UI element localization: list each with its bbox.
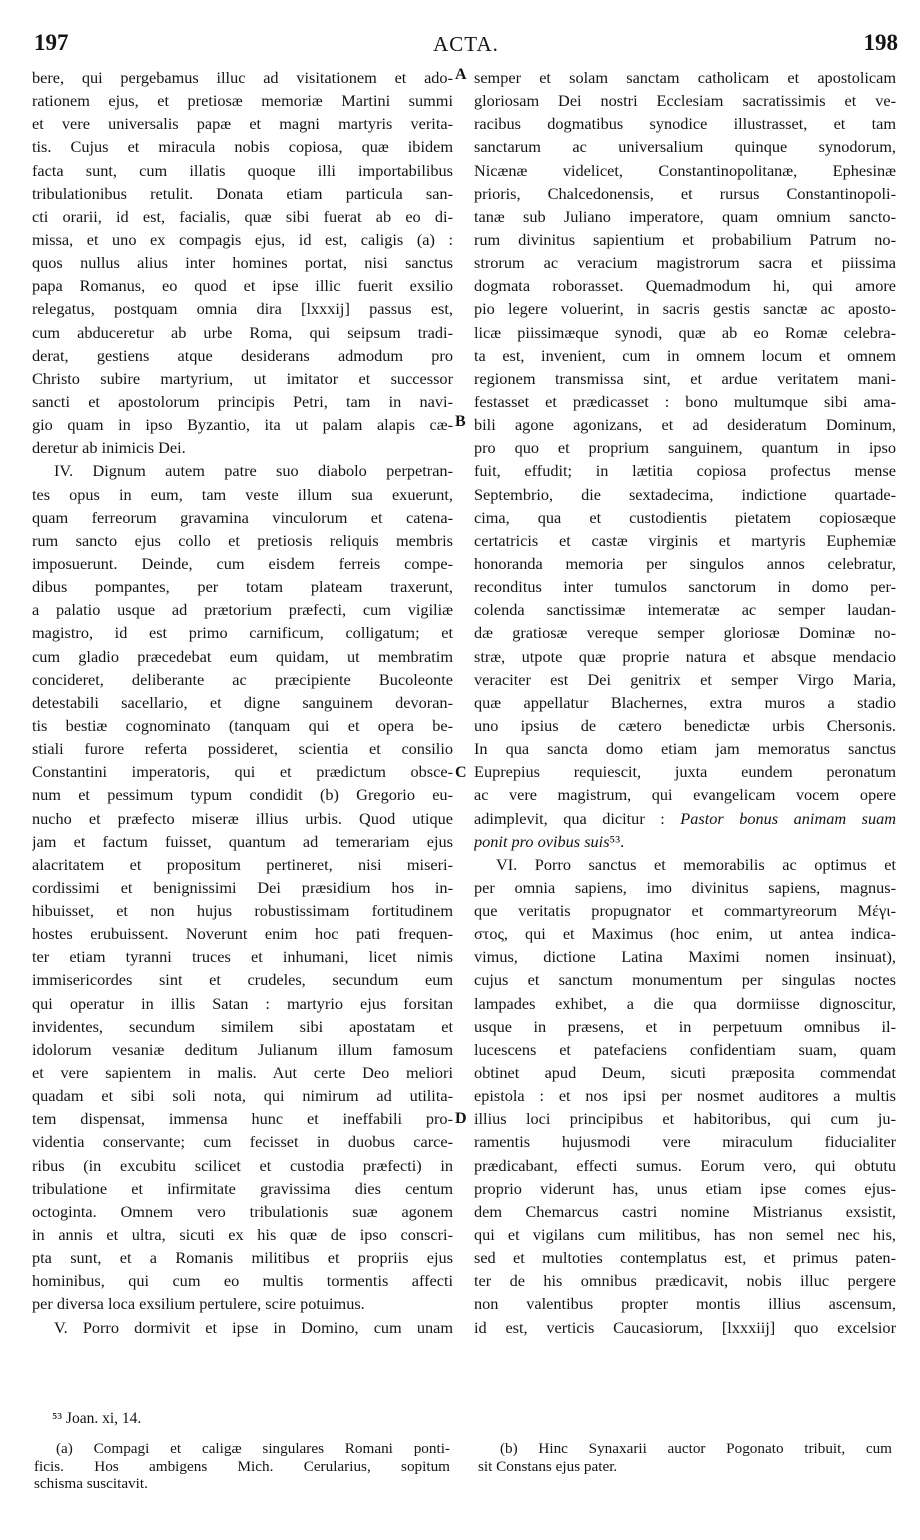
left-column-line: cti orarii, id est, facialis, quæ sibi fuerat ab eo di- xyxy=(32,206,453,226)
left-column-line: per diversa loca exsilium pertulere, scire potuimus. xyxy=(32,1294,365,1314)
left-column-line: tis bestiæ cognominato (tanquam qui et opera be- xyxy=(32,715,453,735)
right-column-line: fuit, effudit; in lætitia copiosa profectus mense xyxy=(474,461,896,481)
right-column-line: Septembrio, die sextadecima, indictione quartade- xyxy=(474,484,896,504)
left-column-line: ter etiam tyranni truces et inhumani, licet nimis xyxy=(32,947,453,967)
left-column-line: quadam et sibi soli nota, qui nimirum ad utilita- xyxy=(32,1086,453,1106)
right-column-line: racibus dogmatibus synodice illustrasset, et tam xyxy=(474,114,896,134)
right-column-line: VI. Porro sanctus et memorabilis ac optimus et xyxy=(496,854,896,874)
right-column-line: ter de his omnibus prædicavit, nobis illuc pergere xyxy=(474,1271,896,1291)
right-column-line: usque in præsens, et in perpetuum omnibus il- xyxy=(474,1016,896,1036)
left-column-line: rum sancto ejus collo et pretiosis reliquis membris xyxy=(32,530,453,550)
left-column-line: Christo subire martyrium, ut imitator et successor xyxy=(32,368,453,388)
right-column-line: lampades exhibet, a die qua dormiisse dignoscitur, xyxy=(474,993,896,1013)
footnote-a-line: ficis. Hos ambigens Mich. Cerularius, sopitum xyxy=(34,1457,450,1475)
right-column-line: honoranda memoria per singulos annos celebratur, xyxy=(474,553,896,573)
right-column-line: regionem transmissa sint, et ardue veritatem mani- xyxy=(474,368,896,388)
left-column-line: num et pessimum typum condidit (b) Gregorio eu- xyxy=(32,785,453,805)
right-column-line: festasset et prædicasset : bono multumque sibi ama- xyxy=(474,391,896,411)
right-column-line: illius loci principibus et habitoribus, qui cum ju- xyxy=(474,1109,896,1129)
right-column-line: rum divinitus sapientium et probabilium Patrum no- xyxy=(474,229,896,249)
right-column-line: quæ appellatur Blachernes, extra muros a stadio xyxy=(474,692,896,712)
left-column-line: hostes erubuissent. Noverunt enim hoc pati frequen- xyxy=(32,924,453,944)
left-column-line: jam et factum fuisset, quantum ad temerariam ejus xyxy=(32,831,453,851)
right-column-line: prioris, Chalcedonensis, et rursus Constantinopoli- xyxy=(474,183,896,203)
left-column-line: nucho et præfecto miseræ illius urbis. Quod utique xyxy=(32,808,453,828)
right-column-line: strorum ac veracium magistrorum sacra et piissima xyxy=(474,253,896,273)
right-column-line: semper et solam sanctam catholicam et apostolicam xyxy=(474,68,896,87)
right-column-line: bili agone agonizans, et ad desideratum Dominum, xyxy=(474,415,896,435)
running-title: ACTA. xyxy=(433,32,499,56)
left-column-line: tribulatione et infirmitate gravissima dies centum xyxy=(32,1178,453,1198)
right-column-line: ponit pro ovibus suis⁵³. xyxy=(474,831,625,851)
right-column-line: Euprepius requiescit, juxta eundem peronatum xyxy=(474,762,896,782)
left-column-line: alacritatem et propositum pertineret, nisi miseri- xyxy=(32,854,453,874)
left-column-line: dibus pompantes, per totam plateam traxerunt, xyxy=(32,577,453,597)
running-header xyxy=(34,30,898,60)
right-column-line: pio legere voluerint, in sacris gestis sanctæ ac aposto- xyxy=(474,299,896,319)
left-column-line: cum abduceretur ab urbe Roma, qui seipsum tradi- xyxy=(32,322,453,342)
right-column-line: proprio viderunt has, unus etiam ipse comes ejus- xyxy=(474,1178,896,1198)
footnote-b-line: (b) Hinc Synaxarii auctor Pogonato tribuit, cum xyxy=(500,1440,892,1457)
right-column-line: non valentibus propter montis illius ascensum, xyxy=(474,1294,896,1314)
right-column-line: certatricis et castæ virginis et martyris Euphemiæ xyxy=(474,530,896,550)
right-column-line: stræ, utpote quæ proprie natura et absque mendacio xyxy=(474,646,896,666)
left-column-line: pta sunt, et a Romanis militibus et propriis ejus xyxy=(32,1248,453,1268)
page-number-right: 198 xyxy=(863,30,898,55)
right-column-line: dem Chemarcus castri nomine Mistrianus exsistit, xyxy=(474,1201,896,1221)
right-column-line: In qua sancta domo etiam jam memoratus sanctus xyxy=(474,739,896,759)
margin-letter-d: D xyxy=(455,1110,467,1127)
left-text-column xyxy=(32,66,453,1339)
right-text-column xyxy=(474,66,896,1339)
left-column-line: ribus (in excubitu scilicet et custodia præfecti) in xyxy=(32,1155,453,1175)
left-column-line: tis. Cujus et miracula nobis copiosa, quæ ibidem xyxy=(32,137,453,157)
left-column-line: idolorum vesaniæ deditum Julianum illum famosum xyxy=(32,1039,453,1059)
left-column-line: cum gladio præcedebat eum quidam, ut membratim xyxy=(32,646,453,666)
right-column-line: tanæ sub Juliano imperatore, quam omnium sancto- xyxy=(474,206,896,226)
left-column-line: V. Porro dormivit et ipse in Domino, cum unam xyxy=(54,1317,453,1337)
right-column-line: dogmata roborasset. Quemadmodum hi, qui amore xyxy=(474,276,896,296)
left-column-line: quam ferreorum gravamina vinculorum et catena- xyxy=(32,507,453,527)
left-column-line: tem dispensat, immensa hunc et ineffabili pro- xyxy=(32,1109,453,1129)
left-column-line: stiali furore referta possideret, scientia et consilio xyxy=(32,739,453,759)
left-column-line: in annis et ultra, sicuti ex his quæ de ipso conscri- xyxy=(32,1225,453,1245)
footnote-reference: ⁵³ Joan. xi, 14. xyxy=(52,1410,142,1427)
left-column-line: videntia conservante; cum fecisset in duobus carce- xyxy=(32,1132,453,1152)
left-column-line: deretur ab inimicis Dei. xyxy=(32,438,186,458)
right-column-line: ta est, invenient, cum in omnem locum et omnem xyxy=(474,345,896,365)
left-column-line: Constantini imperatoris, qui et prædictum obsce- xyxy=(32,762,453,782)
scripture-quote: Pastor bonus animam suam xyxy=(680,808,896,828)
left-column-line: tribulationibus retulit. Donata etiam particula san- xyxy=(32,183,453,203)
right-column-line: pro quo et proprium sanguinem, quantum in ipso xyxy=(474,438,896,458)
left-column-line: et vere sapientem in malis. Aut certe Deo meliori xyxy=(32,1063,453,1083)
page-number-left: 197 xyxy=(34,30,69,55)
left-column-line: concideret, deliberante ac præcipiente Bucoleonte xyxy=(32,669,453,689)
right-column-line: per omnia sapiens, imo divinitus sapiens, magnus- xyxy=(474,877,896,897)
right-column-line: ac vere magistrum, qui evangelicam vocem opere xyxy=(474,785,896,805)
left-column-line: hominibus, qui cum eo multis tormentis affecti xyxy=(32,1271,453,1291)
left-column-line: relegatus, postquam omnia dira [lxxxij] passus est, xyxy=(32,299,453,319)
right-column-line: que veritatis propugnator et commartyreorum Μέγι- xyxy=(474,901,896,921)
left-column-line: qui operatur in illis Satan : martyrio ejus forsitan xyxy=(32,993,453,1013)
right-column-line: epistola : et nos ipsi per nosmet auditores a multis xyxy=(474,1086,896,1106)
right-column-line: dæ gratiosæ vereque semper gloriosæ Dominæ no- xyxy=(474,623,896,643)
footnote-a-line: schisma suscitavit. xyxy=(34,1475,148,1493)
right-column-line: id est, verticis Caucasiorum, [lxxxiij] quo excelsior xyxy=(474,1317,896,1337)
right-column-line: veraciter est Dei genitrix et semper Virgo Maria, xyxy=(474,669,896,689)
right-column-line: prædicabant, effecti sumus. Eorum vero, qui obtutu xyxy=(474,1155,896,1175)
scripture-quote: ponit pro ovibus suis xyxy=(474,831,610,851)
left-column-line: facta sunt, cum illatis quoque illi importabilibus xyxy=(32,160,453,180)
right-column-line: στος, qui et Maximus (hoc enim, ut antea indica- xyxy=(474,924,896,944)
right-column-line: sanctarum ac universalium quinque synodorum, xyxy=(474,137,896,157)
left-column-line: missa, et uno ex compagis ejus, id est, caligis (a) : xyxy=(32,229,453,249)
left-column-line: imposuerunt. Deinde, cum eisdem ferreis compe- xyxy=(32,553,453,573)
right-column-line: reconditus inter tumulos sanctorum in domo per- xyxy=(474,577,896,597)
right-column-line: lucescens et patefaciens confidentiam suam, quam xyxy=(474,1039,896,1059)
left-column-line: sancti et apostolorum principis Petri, tam in navi- xyxy=(32,391,453,411)
margin-letter-b: B xyxy=(455,413,466,430)
right-column-line: cima, qua et custodientis pietatem copiosæque xyxy=(474,507,896,527)
right-column-line: vimus, dictione Latina Maximi nomen insinuat), xyxy=(474,947,896,967)
left-column-line: rationem ejus, et pretiosæ memoriæ Martini summi xyxy=(32,91,453,111)
left-column-line: a palatio usque ad prætorium præfecti, cum vigiliæ xyxy=(32,600,453,620)
left-column-line: cordissimi et benignissimi Dei præsidium hos in- xyxy=(32,877,453,897)
right-column-line: sed et multoties contemplatus est, et primus paten- xyxy=(474,1248,896,1268)
right-column-line: adimplevit, qua dicitur : Pastor bonus animam suam xyxy=(474,808,896,828)
left-column-line: quos nullus alius inter homines portat, nisi sanctus xyxy=(32,253,453,273)
margin-letter-a: A xyxy=(455,66,467,83)
left-column-line: hibuisset, et non hujus robustissimam fortitudinem xyxy=(32,901,453,921)
right-column-line: obtinet apud Deum, sicuti præposita commendat xyxy=(474,1063,896,1083)
left-column-line: octoginta. Omnem vero tribulationis suæ agonem xyxy=(32,1201,453,1221)
margin-letter-c: C xyxy=(455,764,467,781)
left-column-line: magistro, id est primo carnificum, colligatum; et xyxy=(32,623,453,643)
footnote-b-line: sit Constans ejus pater. xyxy=(478,1457,618,1475)
left-column-line: IV. Dignum autem patre suo diabolo perpetran- xyxy=(54,461,453,481)
right-column-line: licæ piissimæque synodi, quæ ab eo Romæ celebra- xyxy=(474,322,896,342)
right-column-line: qui et vigilans cum militibus, has non semel nec his, xyxy=(474,1225,896,1245)
right-column-line: colenda sanctissimæ intemeratæ ac semper laudan- xyxy=(474,600,896,620)
left-column-line: detestabili sacellario, et digne sanguinem devoran- xyxy=(32,692,453,712)
left-column-line: tes opus in eum, tam veste illum sua exuerunt, xyxy=(32,484,453,504)
left-column-line: immisericordes sint et crudeles, secundum eum xyxy=(32,970,453,990)
right-column-line: Nicænæ videlicet, Constantinopolitanæ, Ephesinæ xyxy=(474,160,896,180)
left-column-line: derat, gestiens atque desiderans admodum pro xyxy=(32,345,453,365)
right-column-line: ramentis hujusmodi vere miraculum fiducialiter xyxy=(474,1132,896,1152)
left-column-line: invidentes, secundum similem sibi apostatam et xyxy=(32,1016,453,1036)
right-column-line: gloriosam Dei nostri Ecclesiam sacratissimis et ve- xyxy=(474,91,896,111)
footnote-b xyxy=(478,1440,892,1475)
left-column-line: et vere universalis papæ et magni martyris verita- xyxy=(32,114,453,134)
right-column-line: uno ipsius de cætero benedictæ urbis Chersonis. xyxy=(474,715,896,735)
right-column-line: cujus et sanctum monumentum per singulas noctes xyxy=(474,970,896,990)
left-column-line: bere, qui pergebamus illuc ad visitationem et ado- xyxy=(32,68,453,87)
left-column-line: papa Romanus, eo quod et ipse illic fuerit exsilio xyxy=(32,276,453,296)
left-column-line: gio quam in ipso Byzantio, ita ut palam alapis cæ- xyxy=(32,415,453,435)
footnote-a-line: (a) Compagi et caligæ singulares Romani ponti- xyxy=(56,1440,450,1457)
footnote-a xyxy=(34,1440,450,1493)
